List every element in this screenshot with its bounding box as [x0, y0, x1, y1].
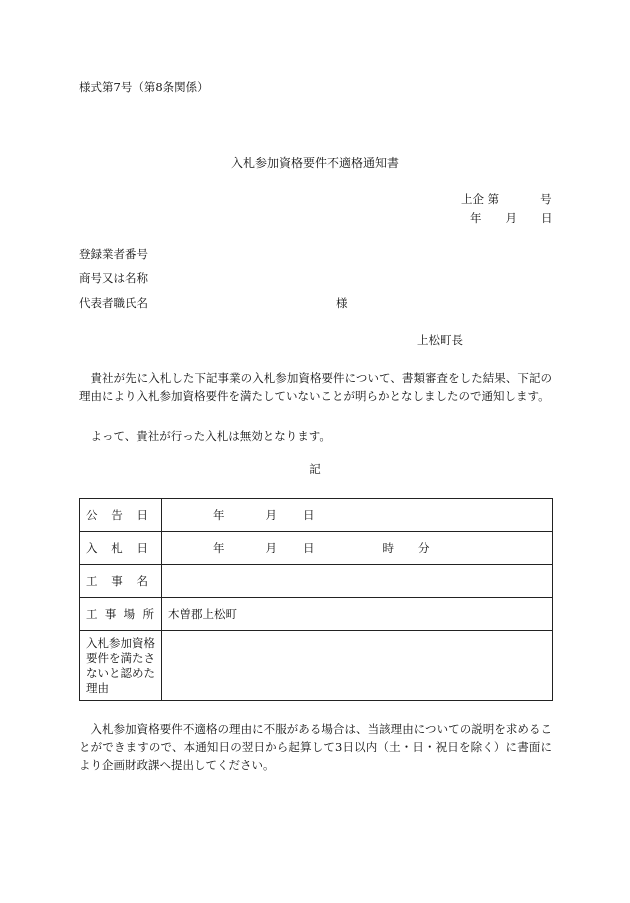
announce-year: 年 [213, 508, 225, 522]
label-char: 告 [111, 508, 123, 522]
label-char: 工 [86, 607, 98, 621]
bid-minute: 分 [418, 541, 430, 555]
label-char: 札 [111, 541, 123, 555]
reference-prefix: 上企 第 [461, 192, 500, 206]
reference-number [461, 194, 552, 206]
label-char: 日 [136, 541, 148, 555]
bid-month: 月 [265, 541, 277, 555]
issue-date-month: 月 [505, 211, 517, 225]
label-char: 場 [123, 607, 136, 621]
ki-heading: 記 [309, 462, 321, 476]
label-char: 所 [142, 607, 154, 621]
bid-day: 日 [303, 541, 315, 555]
label-char: 名 [136, 574, 148, 588]
announce-date-value [162, 499, 553, 532]
project-name-value [162, 565, 553, 598]
registration-number-label: 登録業者番号 [79, 247, 148, 261]
reason-label-line: 要件を満たさ [86, 650, 155, 665]
appeal-note: 入札参加資格要件不適格の理由に不服がある場合は、当該理由についての説明を求めることができますので、本通知日の翌日から起算して3日以内（土・日・祝日を除く）に書面により企画財政課へ提出してください。 [79, 722, 552, 772]
honorific: 様 [336, 296, 348, 310]
project-name-label [80, 565, 162, 598]
announce-date-label [80, 499, 162, 532]
company-name-label: 商号又は名称 [79, 271, 148, 285]
form-number: 様式第7号（第8条関係） [79, 80, 209, 94]
reason-value [162, 631, 553, 701]
issue-date-day: 日 [541, 211, 553, 225]
reason-label-line: ないと認めた [86, 665, 155, 680]
label-char: 公 [86, 508, 98, 522]
reason-label [80, 631, 162, 701]
reference-suffix: 号 [540, 192, 552, 206]
reason-label-line: 理由 [86, 680, 109, 695]
bid-year: 年 [213, 541, 225, 555]
table-row [80, 499, 553, 532]
table-row [80, 598, 553, 631]
label-char: 事 [104, 607, 117, 621]
table-row [80, 631, 553, 701]
table-row [80, 532, 553, 565]
label-char: 工 [86, 574, 98, 588]
announce-day: 日 [303, 508, 315, 522]
issuer: 上松町長 [417, 333, 463, 347]
project-location-value: 木曽郡上松町 [162, 598, 553, 631]
table-row [80, 565, 553, 598]
bid-date-value [162, 532, 553, 565]
bid-hour: 時 [382, 541, 394, 555]
invalid-statement: よって、貴社が行った入札は無効となります。 [90, 429, 331, 443]
announce-month: 月 [265, 508, 277, 522]
bid-date-label [80, 532, 162, 565]
label-char: 日 [136, 508, 148, 522]
issue-date [470, 213, 553, 225]
details-table [79, 498, 553, 701]
label-char: 事 [111, 574, 123, 588]
label-char: 入 [86, 541, 98, 555]
project-location-label [80, 598, 162, 631]
issue-date-year: 年 [470, 211, 482, 225]
reason-label-line: 入札参加資格 [86, 635, 155, 650]
document-title: 入札参加資格要件不適格通知書 [230, 156, 399, 170]
notice-paragraph: 貴社が先に入札した下記事業の入札参加資格要件について、書類審査をした結果、下記の理由により入札参加資格要件を満たしていないことが明らかとなしましたので通知します。 [79, 371, 552, 403]
representative-label: 代表者職氏名 [79, 296, 148, 310]
